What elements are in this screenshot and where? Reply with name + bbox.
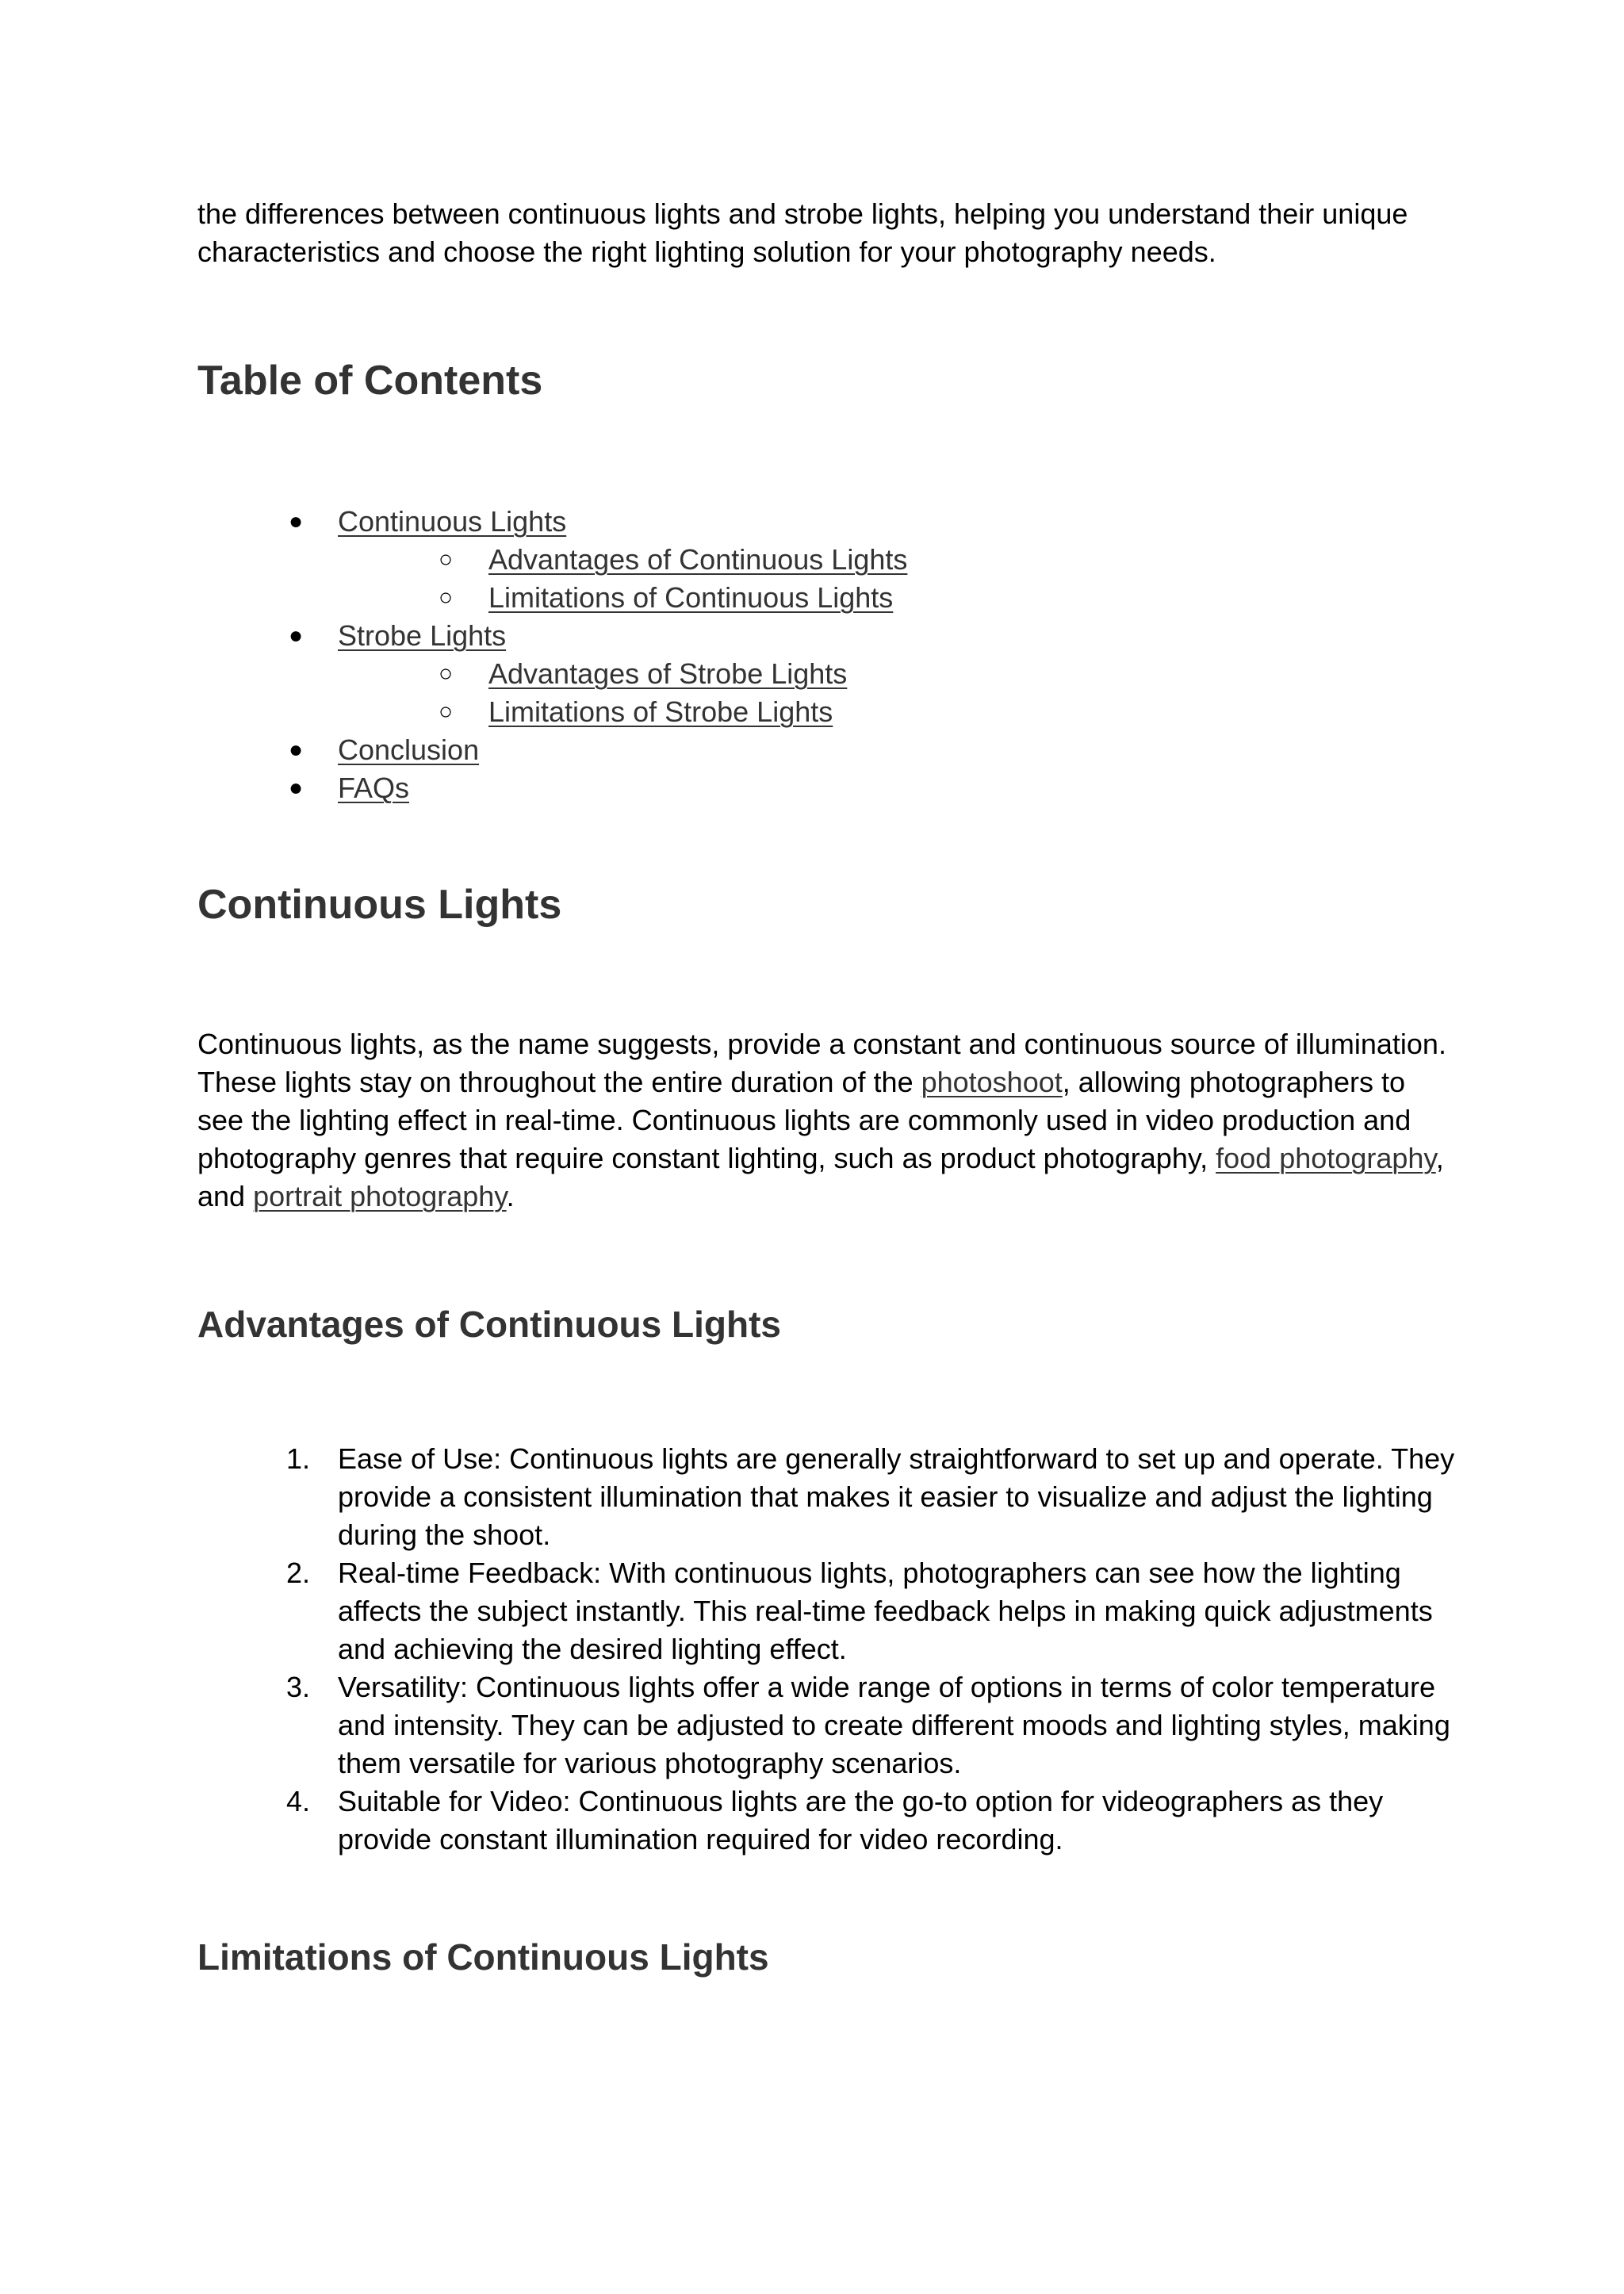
paragraph-text: Continuous lights, as the name suggests, provide a constant and continuous source of illumination. These lights stay on throughout the entire duration of the (197, 1028, 1446, 1098)
link-photoshoot[interactable]: photoshoot (921, 1066, 1063, 1098)
toc-link-advantages-strobe[interactable]: Advantages of Strobe Lights (488, 657, 848, 690)
toc-link-advantages-continuous[interactable]: Advantages of Continuous Lights (488, 543, 908, 576)
bullet-filled-icon: ● (289, 508, 304, 534)
toc-heading: Table of Contents (197, 358, 543, 404)
link-food-photography[interactable]: food photography (1216, 1142, 1436, 1174)
paragraph-text: . (506, 1180, 515, 1212)
list-number: 2. (286, 1557, 311, 1589)
toc-link-conclusion[interactable]: Conclusion (338, 733, 480, 766)
limitations-heading: Limitations of Continuous Lights (197, 1936, 769, 1978)
toc-link-strobe-lights[interactable]: Strobe Lights (338, 619, 507, 652)
advantages-heading: Advantages of Continuous Lights (197, 1304, 781, 1345)
toc-link-faqs[interactable]: FAQs (338, 772, 410, 804)
bullet-hollow-icon: ○ (439, 661, 454, 687)
toc-link-continuous-lights[interactable]: Continuous Lights (338, 505, 567, 538)
list-number: 4. (286, 1785, 311, 1817)
intro-paragraph: the differences between continuous lights and strobe lights, helping you understand their unique characteristics and choose the right lighting solution for your photography needs. (197, 197, 1408, 268)
bullet-filled-icon: ● (289, 622, 304, 649)
list-text: Real-time Feedback: With continuous lights, photographers can see how the lighting affects the subject instantly. This real-time feedback helps in making quick adjustments and achieving the desired lighting effect. (338, 1557, 1433, 1665)
bullet-filled-icon: ● (289, 737, 304, 763)
list-text: Suitable for Video: Continuous lights are the go-to option for videographers as they provide constant illumination required for video recording. (338, 1785, 1384, 1855)
list-text: Ease of Use: Continuous lights are generally straightforward to set up and operate. They provide a consistent illumination that makes it easier to visualize and adjust the lighting during the shoot. (338, 1442, 1455, 1551)
list-number: 1. (286, 1442, 311, 1475)
toc-link-limitations-strobe[interactable]: Limitations of Strobe Lights (488, 695, 833, 728)
toc-link-limitations-continuous[interactable]: Limitations of Continuous Lights (488, 581, 894, 614)
bullet-hollow-icon: ○ (439, 584, 454, 611)
bullet-filled-icon: ● (289, 775, 304, 801)
bullet-hollow-icon: ○ (439, 699, 454, 725)
bullet-hollow-icon: ○ (439, 546, 454, 573)
link-portrait-photography[interactable]: portrait photography (253, 1180, 507, 1212)
continuous-lights-paragraph (197, 1025, 1450, 1216)
paragraph-text: , allowing photographers to see the lighting effect in real-time. Continuous lights are commonly used in video production and photography genres that require constant lighting, such as product photography, (197, 1066, 1411, 1174)
list-number: 3. (286, 1671, 311, 1703)
continuous-lights-heading: Continuous Lights (197, 882, 562, 928)
list-text: Versatility: Continuous lights offer a wide range of options in terms of color temperature and intensity. They can be adjusted to create different moods and lighting styles, making them versatile for various photography scenarios. (338, 1671, 1450, 1779)
paragraph-text: , and (197, 1142, 1444, 1212)
